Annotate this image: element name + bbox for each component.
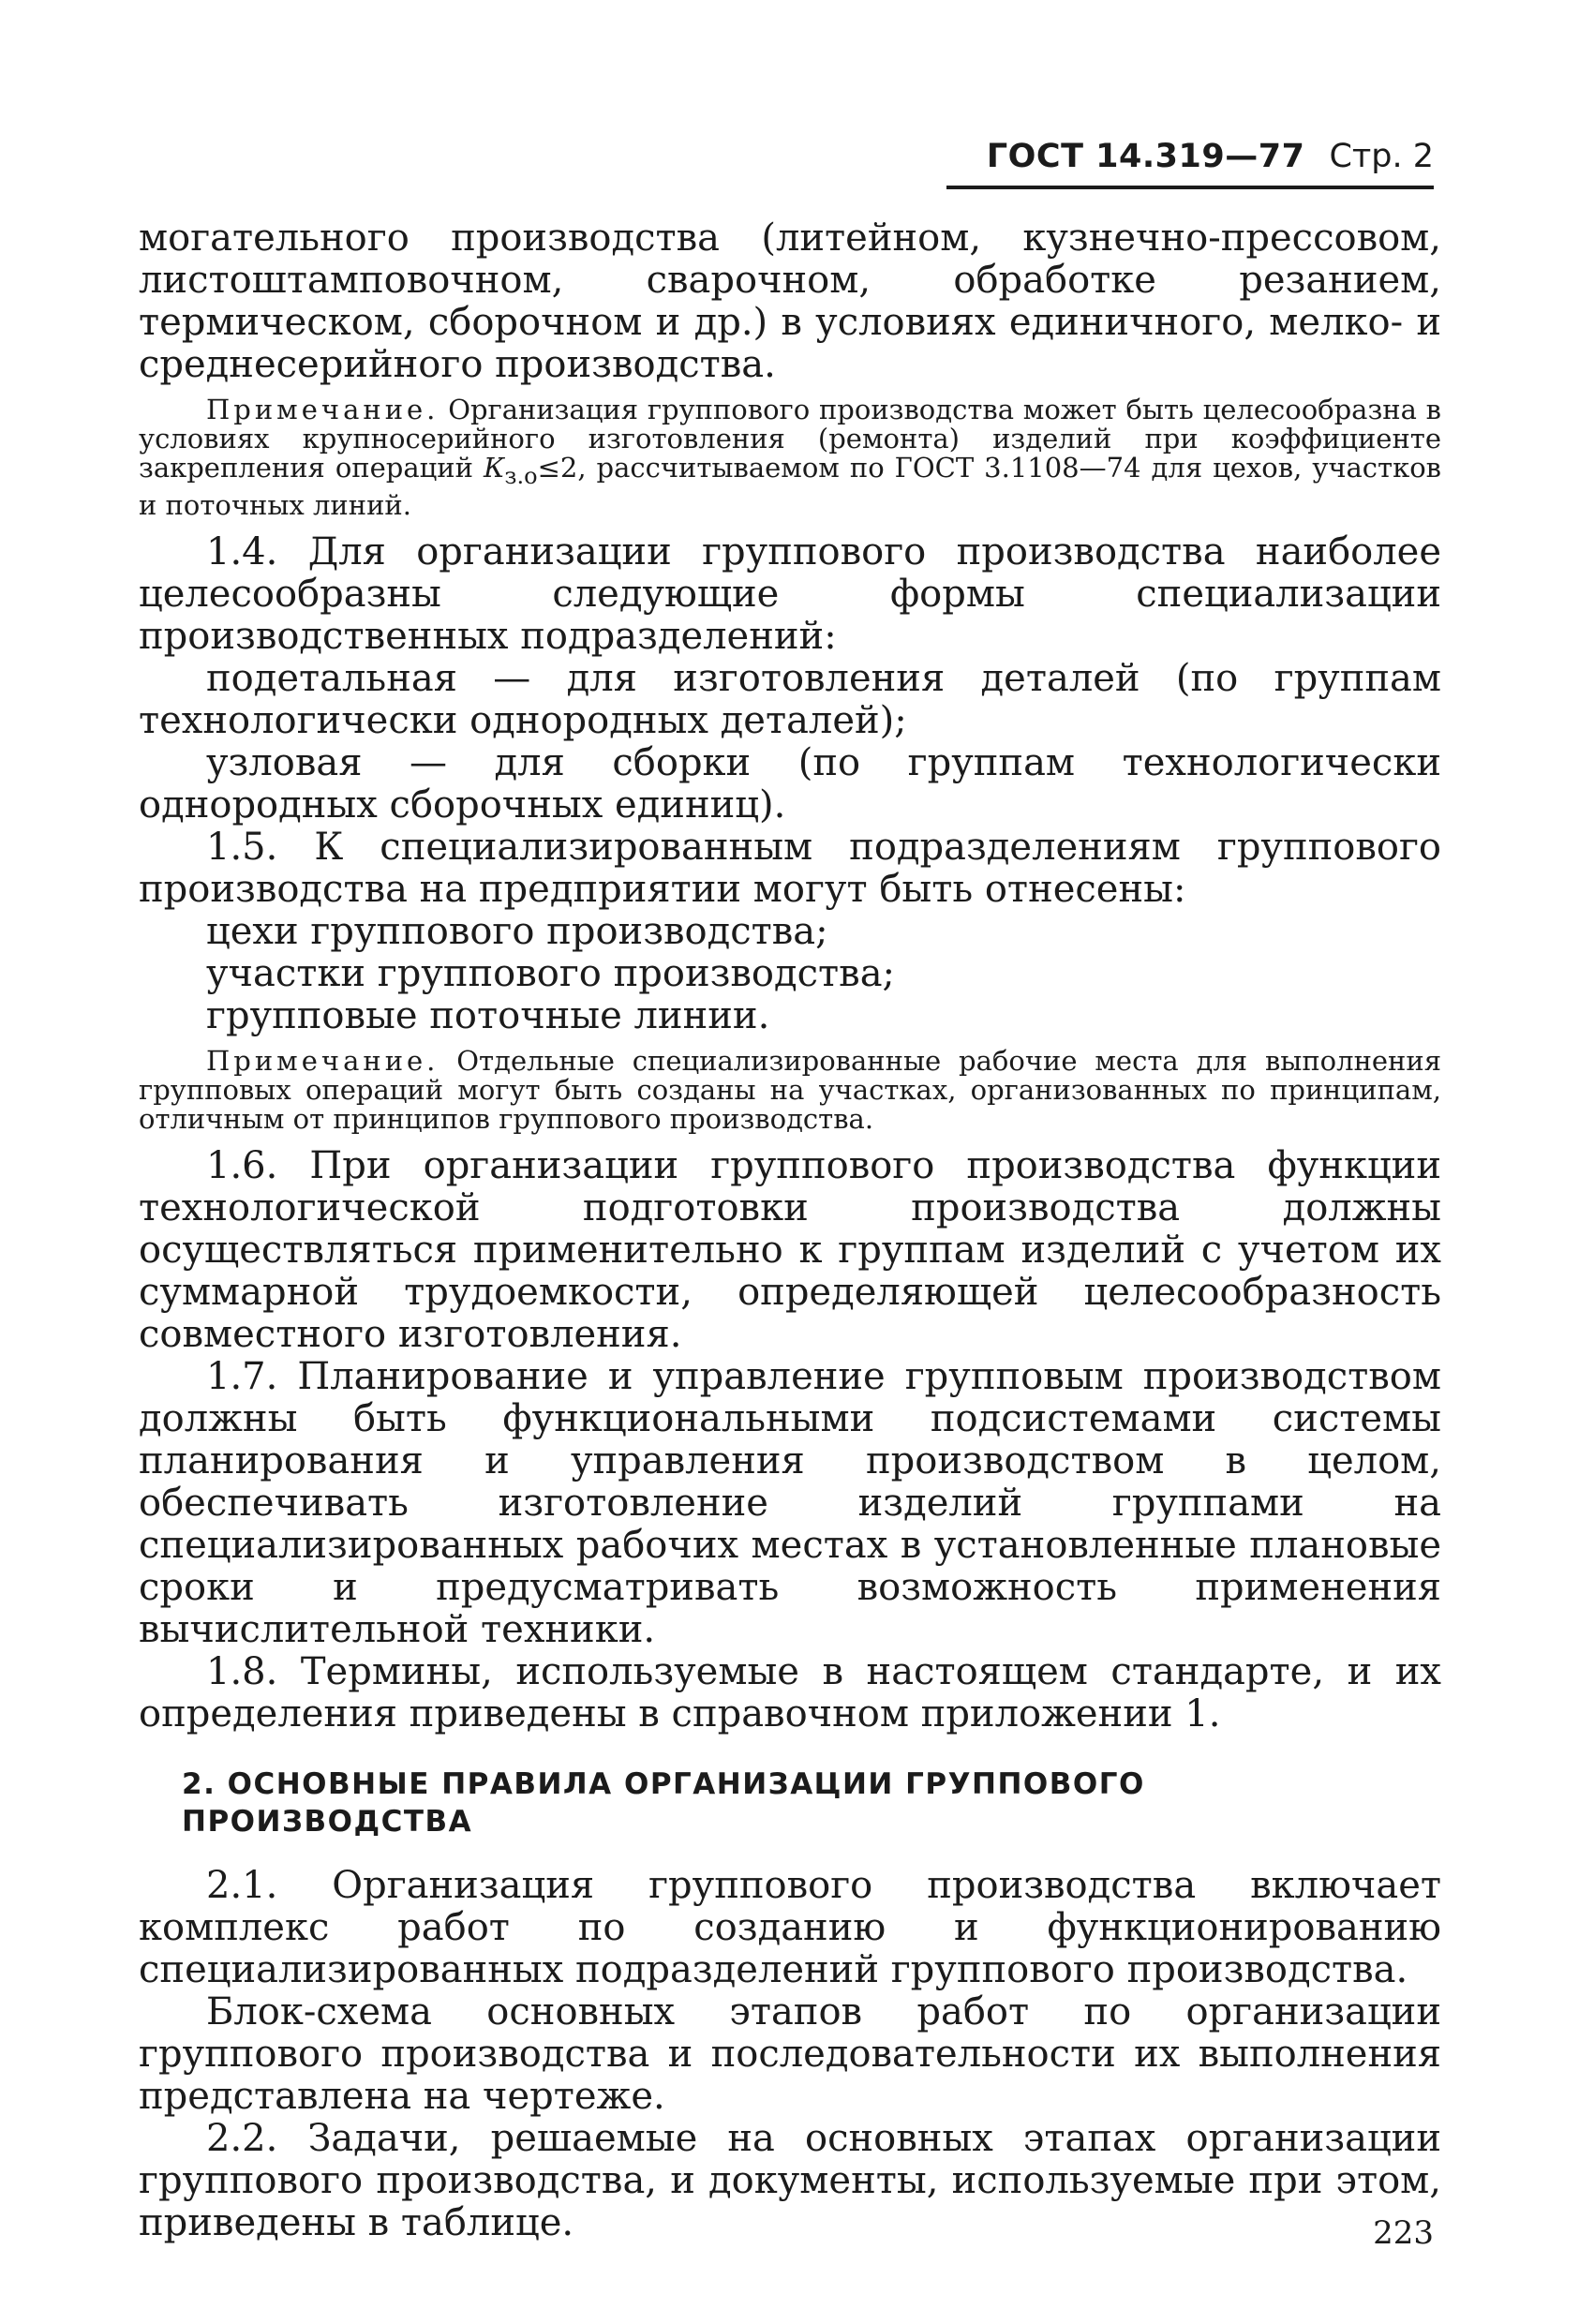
paragraph-1-7: 1.7. Планирование и управление групповым производством должны быть функциональными подсистемами системы планирования и управления производством в целом, обеспечивать изготовление изделий группами на специализированных рабочих местах в установленные плановые сроки и предусматривать возможность применения вычислительной техники.: [139, 1354, 1441, 1651]
paragraph-list-item: участки группового производства;: [206, 951, 896, 995]
section-heading: 2. ОСНОВНЫЕ ПРАВИЛА ОРГАНИЗАЦИИ ГРУППОВОГО ПРОИЗВОДСТВА: [182, 1766, 1145, 1839]
page-body: [139, 217, 1441, 2244]
paragraph-1-4: 1.4. Для организации группового производства наиболее целесообразны следующие формы специализации производственных подразделений:: [139, 529, 1441, 658]
document-page: [139, 138, 1442, 2252]
paragraph-1-5: 1.5. К специализированным подразделениям группового производства на предприятии могут быть отнесены:: [139, 825, 1441, 911]
paragraph-block-diagram: Блок-схема основных этапов работ по организации группового производства и последовательности их выполнения представлена на чертеже.: [139, 1989, 1441, 2118]
note-2: [139, 1044, 1442, 1135]
paragraph-2-1: 2.1. Организация группового производства включает комплекс работ по созданию и функционированию специализированных подразделений группового производства.: [139, 1863, 1441, 1991]
header-rule: [946, 186, 1434, 189]
note-text-tail: ≤2, рассчитываемом по ГОСТ 3.1108—74 для цехов, участков и поточных линий.: [139, 452, 1442, 521]
note-text: Отдельные специализированные рабочие места для выполнения групповых операций могут быть созданы на участках, организованных по принципам, отличным от принципов группового производства.: [139, 1044, 1442, 1135]
paragraph-list-item: групповые поточные линии.: [206, 993, 770, 1037]
paragraph-list-item: подетальная — для изготовления деталей (по группам технологически однородных деталей);: [139, 656, 1441, 742]
paragraph-list-item: узловая — для сборки (по группам технологически однородных сборочных единиц).: [139, 740, 1441, 827]
coefficient-symbol: К: [483, 452, 505, 484]
paragraph-1-6: 1.6. При организации группового производства функции технологической подготовки производства должны осуществляться применительно к группам изделий с учетом их суммарной трудоемкости, определяющей целесообразность совместного изготовления.: [139, 1143, 1441, 1356]
standard-designation: ГОСТ 14.319—77: [986, 138, 1305, 175]
page-label: Стр. 2: [1329, 138, 1434, 175]
paragraph-1-8: 1.8. Термины, используемые в настоящем стандарте, и их определения приведены в справочном приложении 1.: [139, 1649, 1441, 1736]
coefficient-subscript: з.о: [504, 462, 538, 489]
note-text: Организация группового производства может быть целесообразна в условиях крупносерийного изготовления (ремонта) изделий при коэффициенте закрепления операций: [139, 394, 1441, 484]
paragraph-continuation: могательного производства (литейном, кузнечно-прессовом, листоштамповочном, сварочном, обработке резанием, термическом, сборочном и др.) в условиях единичного, мелко- и среднесерийного производства.: [139, 216, 1441, 386]
note-label: Примечание.: [206, 1044, 439, 1077]
paragraph-2-2: 2.2. Задачи, решаемые на основных этапах организации группового производства, и документы, используемые при этом, приведены в таблице.: [139, 2116, 1441, 2244]
paragraph-list-item: цехи группового производства;: [206, 909, 828, 953]
page-number: 223: [1373, 2214, 1434, 2252]
note-label: Примечание.: [206, 394, 439, 425]
page-header: [986, 138, 1434, 175]
note-1: [139, 395, 1441, 520]
